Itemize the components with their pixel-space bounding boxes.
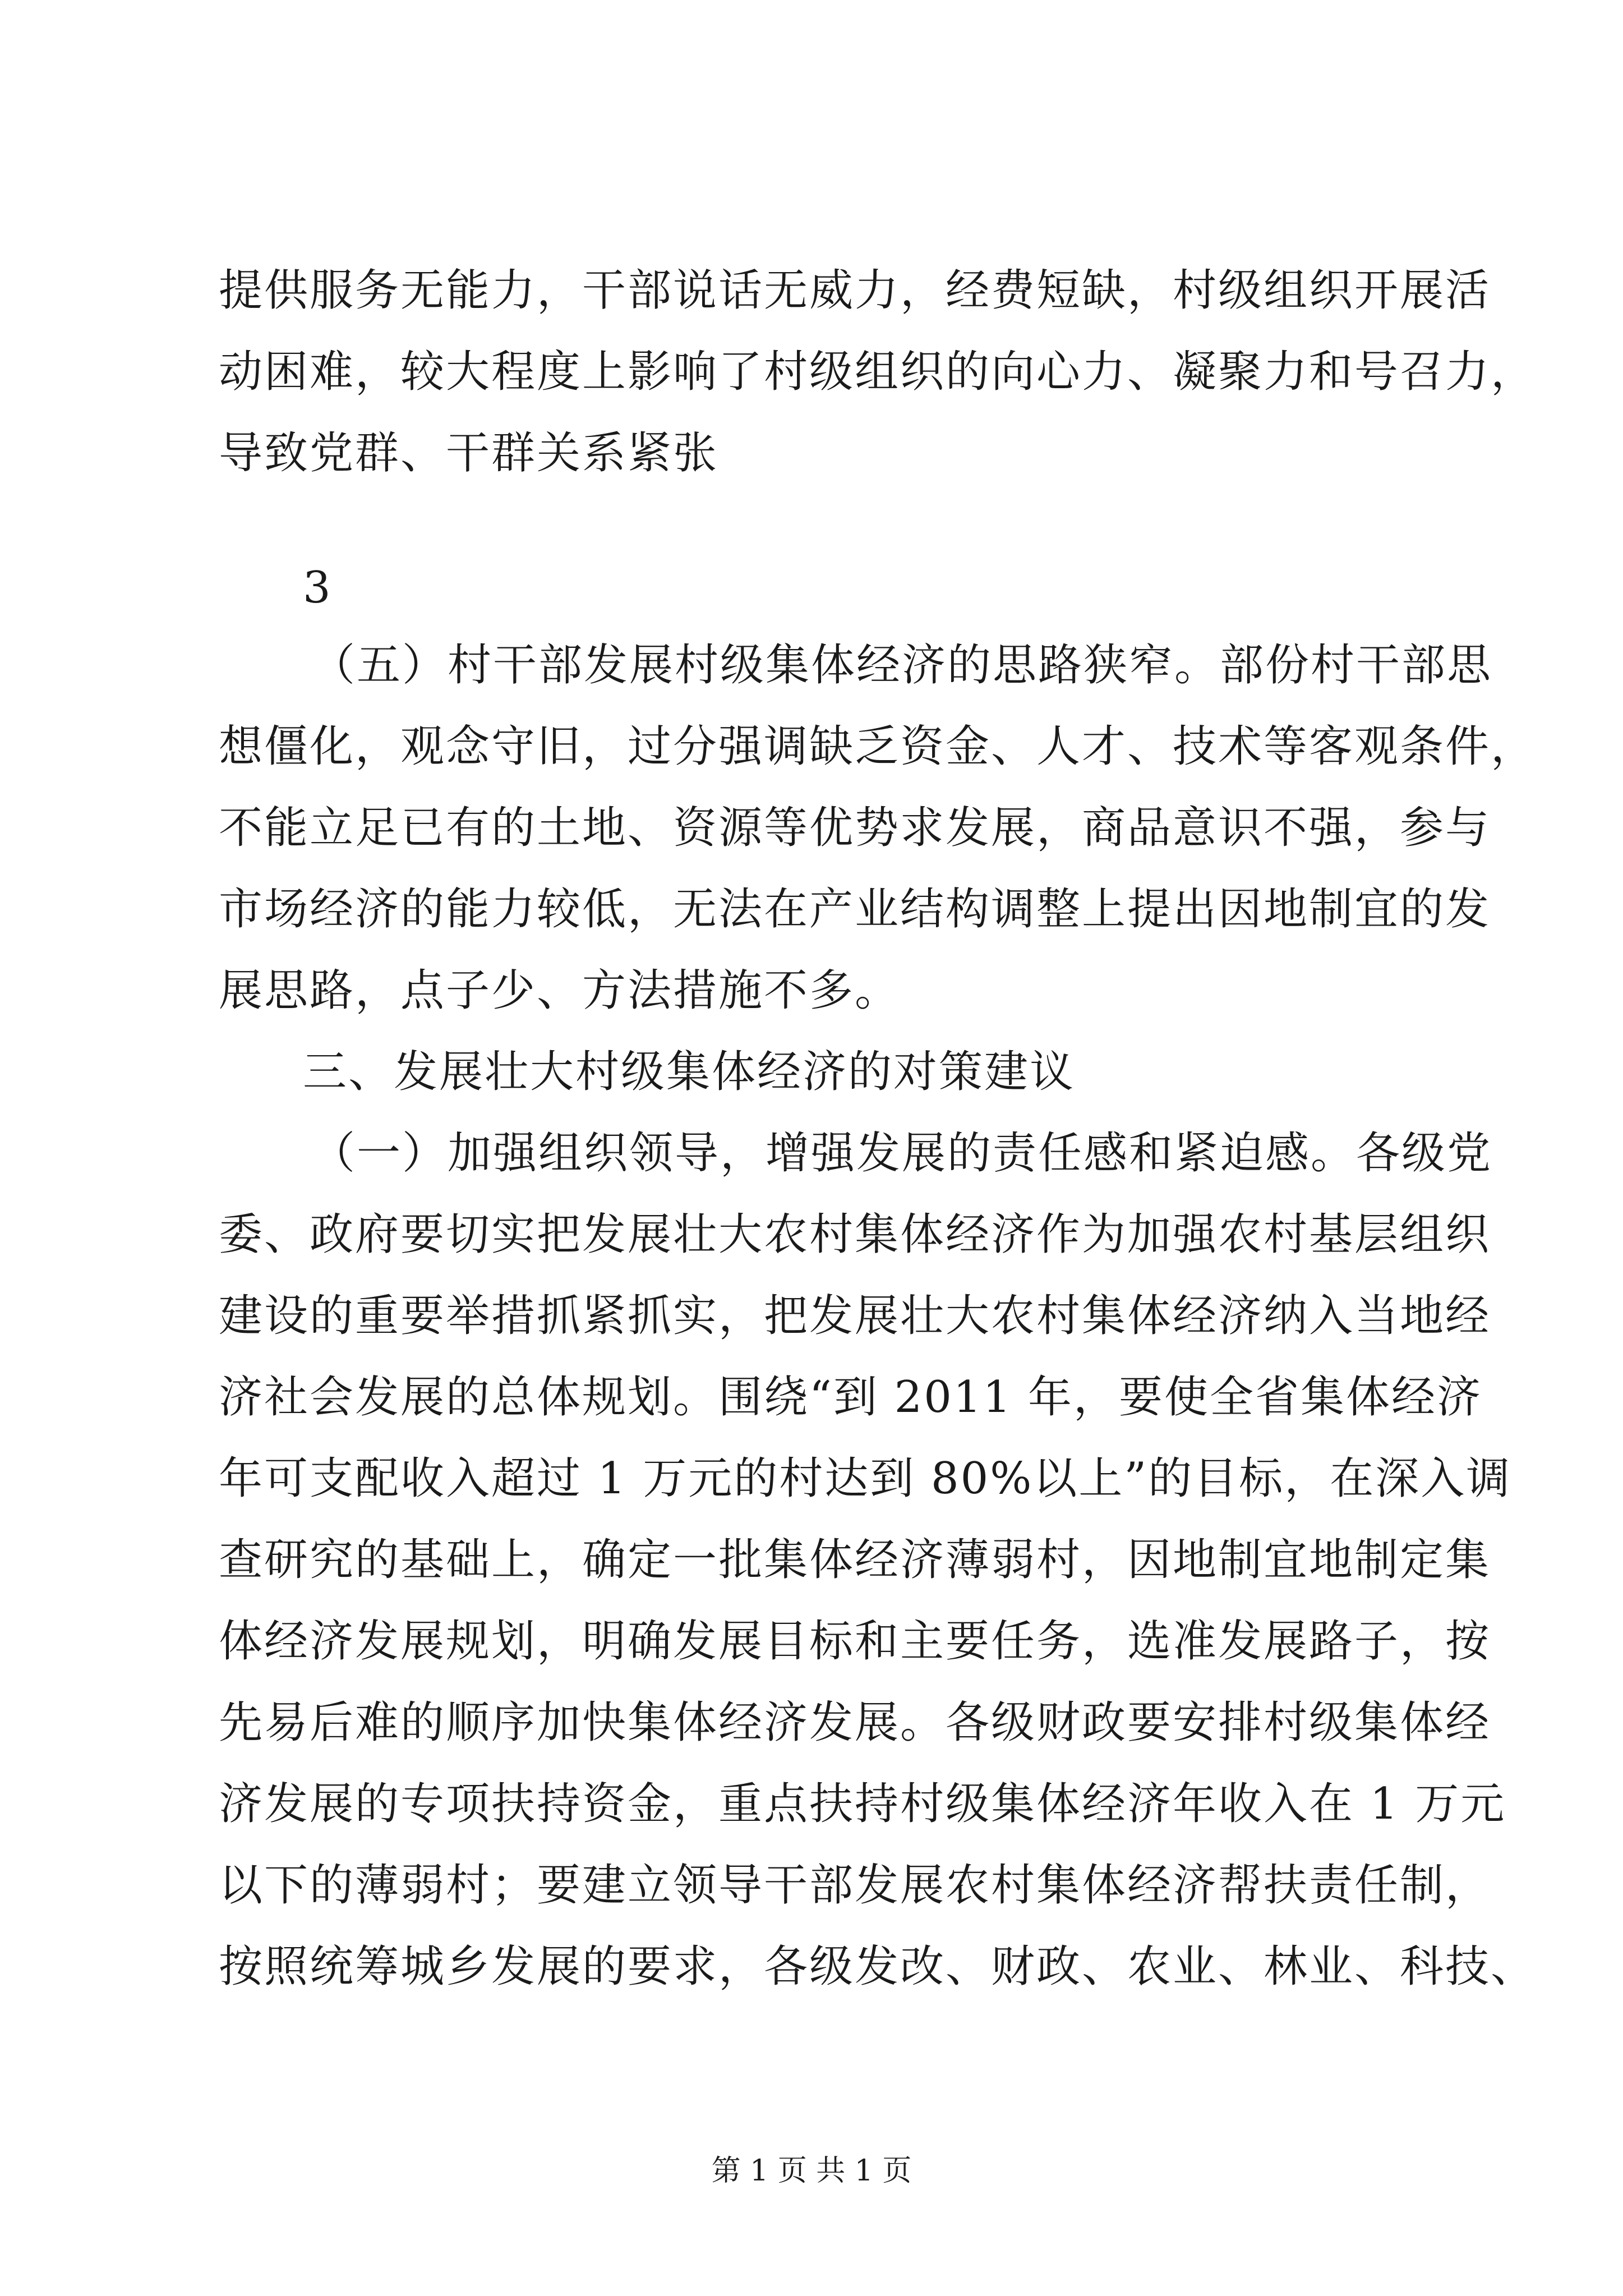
text-line: 查研究的基础上，确定一批集体经济薄弱村，因地制宜地制定集 [219, 1535, 1491, 1585]
text-line: 不能立足已有的土地、资源等优势求发展，商品意识不强，参与 [219, 803, 1491, 853]
text-line: 委、政府要切实把发展壮大农村集体经济作为加强农村基层组织 [219, 1209, 1491, 1260]
section-heading: （五）村干部发展村级集体经济的思路狭窄。部份村干部思 [311, 640, 1493, 691]
text-line: 按照统筹城乡发展的要求，各级发改、财政、农业、林业、科技、 [219, 1941, 1537, 1992]
text-line: 动困难，较大程度上影响了村级组织的向心力、凝聚力和号召力， [219, 347, 1537, 397]
page-number-marker: 3 [303, 563, 333, 613]
text-line: 体经济发展规划，明确发展目标和主要任务，选准发展路子，按 [219, 1616, 1491, 1667]
text-line: 济发展的专项扶持资金，重点扶持村级集体经济年收入在 1 万元 [219, 1779, 1506, 1829]
text-line: 市场经济的能力较低，无法在产业结构调整上提出因地制宜的发 [219, 884, 1491, 935]
text-line: 以下的薄弱村；要建立领导干部发展农村集体经济帮扶责任制， [219, 1860, 1491, 1911]
text-line: 建设的重要举措抓紧抓实，把发展壮大农村集体经济纳入当地经 [219, 1291, 1491, 1341]
text-line: 先易后难的顺序加快集体经济发展。各级财政要安排村级集体经 [219, 1697, 1491, 1748]
text-line: 年可支配收入超过 1 万元的村达到 80%以上”的目标，在深入调 [219, 1453, 1512, 1504]
page-footer: 第 1 页 共 1 页 [711, 2154, 912, 2188]
text-line: 展思路，点子少、方法措施不多。 [219, 965, 901, 1016]
section-heading: （一）加强组织领导，增强发展的责任感和紧迫感。各级党 [311, 1128, 1493, 1179]
text-line: 想僵化，观念守旧，过分强调缺乏资金、人才、技术等客观条件， [219, 721, 1537, 772]
text-line: 导致党群、干群关系紧张 [219, 428, 719, 478]
text-line: 济社会发展的总体规划。围绕“到 2011 年，要使全省集体经济 [219, 1372, 1482, 1423]
section-heading: 三、发展壮大村级集体经济的对策建议 [303, 1047, 1076, 1097]
text-line: 提供服务无能力，干部说话无威力，经费短缺，村级组织开展活 [219, 265, 1491, 316]
